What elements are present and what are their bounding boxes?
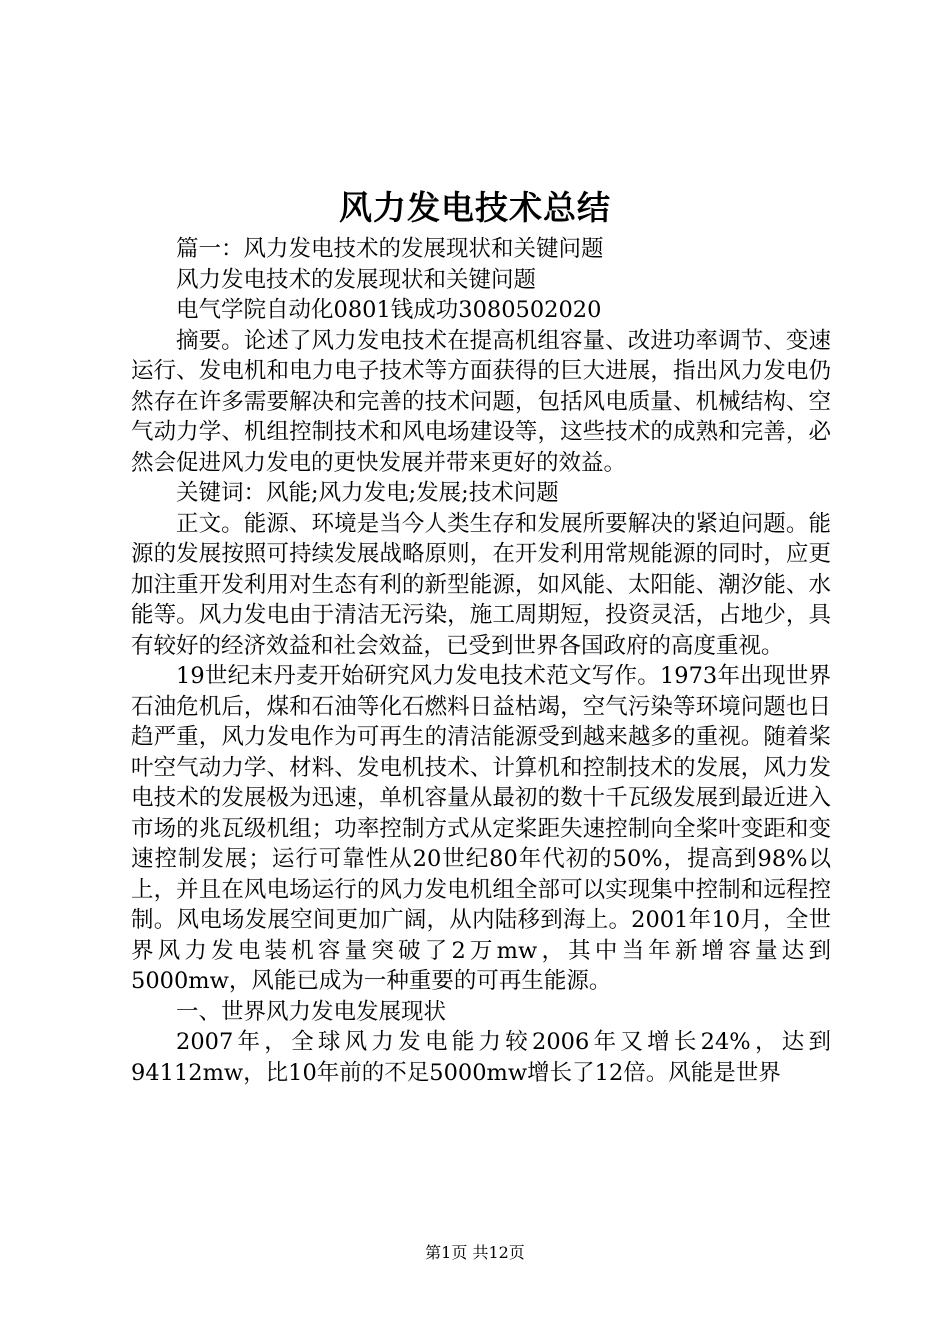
section-heading: 一、世界风力发电发展现状 <box>176 998 447 1025</box>
document-body <box>131 234 831 1088</box>
paragraph-status: 2007年，全球风力发电能力较2006年又增长24%，达到94112mw，比10年前的不足5000mw增长了12倍。风能是世界 <box>131 1029 831 1086</box>
paragraph-subtitle: 风力发电技术的发展现状和关键问题 <box>176 266 537 293</box>
paragraph-main-text: 正文。能源、环境是当今人类生存和发展所要解决的紧迫问题。能源的发展按照可持续发展战略原则，在开发利用常规能源的同时，应更加注重开发利用对生态有利的新型能源，如风能、太阳能、潮汐能、水能等。风力发电由于清洁无污染，施工周期短，投资灵活，占地少，具有较好的经济效益和社会效益，已受到世界各国政府的高度重视。 <box>131 510 831 659</box>
paragraph-author: 电气学院自动化0801钱成功3080502020 <box>176 297 602 323</box>
paragraph-history: 19世纪末丹麦开始研究风力发电技术范文写作。1973年出现世界石油危机后，煤和石油等化石燃料日益枯竭，空气污染等环境问题也日趋严重，风力发电作为可再生的清洁能源受到越来越多的重视。随着桨叶空气动力学、材料、发电机技术、计算机和控制技术的发展，风力发电技术的发展极为迅速，单机容量从最初的数十千瓦级发展到最近进入市场的兆瓦级机组；功率控制方式从定桨距失速控制向全桨叶变距和变速控制发展；运行可靠性从20世纪80年代初的50%，提高到98%以上，并且在风电场运行的风力发电机组全部可以实现集中控制和远程控制。风电场发展空间更加广阔，从内陆移到海上。2001年10月，全世界风力发电装机容量突破了2万mw，其中当年新增容量达到5000mw，风能已成为一种重要的可再生能源。 <box>131 663 831 994</box>
paragraph-keywords: 关键词：风能;风力发电;发展;技术问题 <box>176 480 559 506</box>
page-footer: 第1页 共12页 <box>425 1243 525 1262</box>
paragraph-chapter-heading: 篇一：风力发电技术的发展现状和关键问题 <box>176 236 604 262</box>
paragraph-abstract: 摘要。论述了风力发电技术在提高机组容量、改进功率调节、变速运行、发电机和电力电子技术等方面获得的巨大进展，指出风力发电仍然存在许多需要解决和完善的技术问题，包括风电质量、机械结构、空气动力学、机组控制技术和风电场建设等，这些技术的成熟和完善，必然会促进风力发电的更快发展并带来更好的效益。 <box>131 327 831 476</box>
document-title: 风力发电技术总结 <box>339 188 611 227</box>
